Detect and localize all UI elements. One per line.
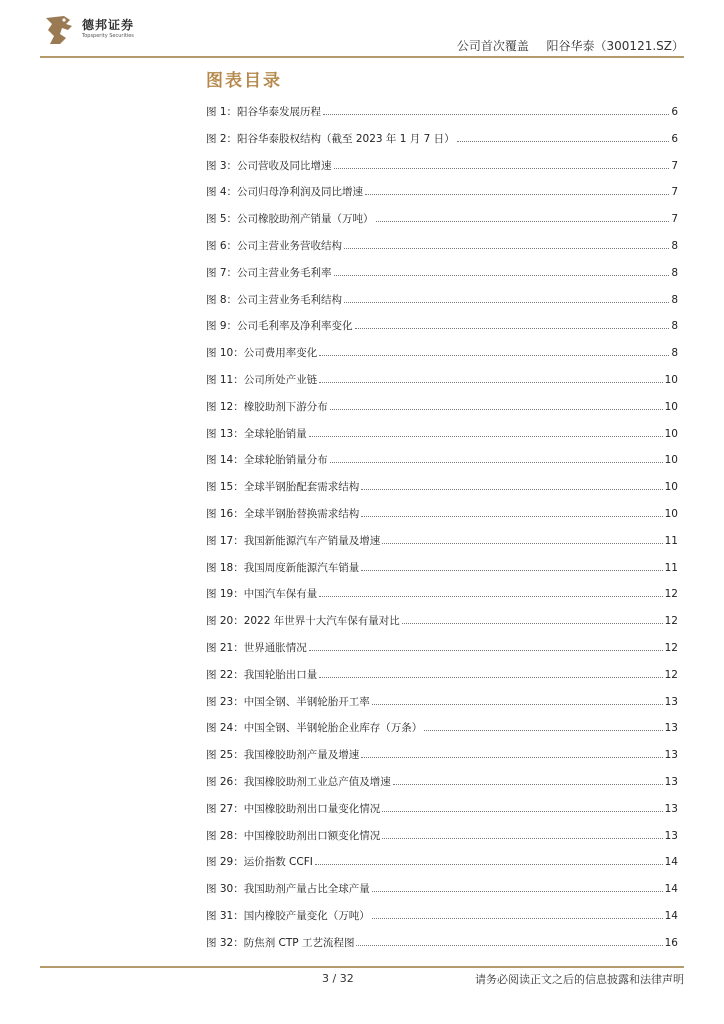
report-header xyxy=(457,37,684,54)
toc-entry-label[interactable]: 图 32：防焦剂 CTP 工艺流程图 xyxy=(206,936,355,949)
toc-entry[interactable] xyxy=(206,613,678,640)
toc-entry-label[interactable]: 图 6：公司主营业务营收结构 xyxy=(206,239,343,252)
toc-entry-page[interactable]: 11 xyxy=(664,561,678,574)
toc-leader-dots xyxy=(334,275,670,276)
toc-leader-dots xyxy=(382,838,662,839)
company-logo xyxy=(40,14,170,46)
toc-leader-dots xyxy=(361,489,662,490)
toc-leader-dots xyxy=(382,811,662,812)
toc-entry[interactable] xyxy=(206,801,678,828)
toc-entry-page[interactable]: 13 xyxy=(664,829,678,842)
toc-entry-page[interactable]: 8 xyxy=(671,266,678,279)
toc-entry[interactable] xyxy=(206,935,678,962)
toc-entry[interactable] xyxy=(206,452,678,479)
toc-entry-label[interactable]: 图 30：我国助剂产量占比全球产量 xyxy=(206,883,370,896)
toc-entry-label[interactable]: 图 17：我国新能源汽车产销量及增速 xyxy=(206,534,381,547)
report-type: 公司首次覆盖 xyxy=(456,39,529,53)
toc-entry[interactable] xyxy=(206,828,678,855)
toc-entry[interactable] xyxy=(206,640,678,667)
toc-entry-label[interactable]: 图 14：全球轮胎销量分布 xyxy=(206,454,328,467)
logo-name-cn: 德邦证券 xyxy=(82,18,135,32)
toc-entry-label[interactable]: 图 8：公司主营业务毛利结构 xyxy=(206,293,343,306)
toc-entry-label[interactable]: 图 3：公司营收及同比增速 xyxy=(206,159,332,172)
toc-entry[interactable] xyxy=(206,747,678,774)
toc-entry[interactable] xyxy=(206,318,678,345)
toc-entry[interactable] xyxy=(206,908,678,935)
toc-entry-page[interactable]: 12 xyxy=(664,641,678,654)
toc-entry[interactable] xyxy=(206,104,678,131)
toc-entry-page[interactable]: 13 xyxy=(664,775,678,788)
toc-leader-dots xyxy=(319,677,662,678)
toc-entry-label[interactable]: 图 10：公司费用率变化 xyxy=(206,347,318,360)
toc-entry-page[interactable]: 6 xyxy=(671,132,678,145)
toc-leader-dots xyxy=(402,623,663,624)
toc-entry[interactable] xyxy=(206,265,678,292)
toc-entry-label[interactable]: 图 1：阳谷华泰发展历程 xyxy=(206,106,322,118)
toc-entry[interactable] xyxy=(206,586,678,613)
toc-leader-dots xyxy=(372,918,663,919)
toc-leader-dots xyxy=(319,355,669,356)
toc-entry[interactable] xyxy=(206,158,678,185)
page-number: 3 / 32 xyxy=(322,972,354,985)
toc-entry-label[interactable]: 图 5：公司橡胶助剂产销量（万吨） xyxy=(206,213,374,226)
toc-leader-dots xyxy=(372,704,663,705)
toc-entry-label[interactable]: 图 11：公司所处产业链 xyxy=(206,373,318,386)
toc-entry-page[interactable]: 12 xyxy=(664,615,678,628)
toc-entry-label[interactable]: 图 27：中国橡胶助剂出口量变化情况 xyxy=(206,802,381,815)
toc-entry-page[interactable]: 8 xyxy=(671,293,678,306)
toc-entry-label[interactable]: 图 7：公司主营业务毛利率 xyxy=(206,266,332,279)
toc-leader-dots xyxy=(356,945,662,946)
toc-leader-dots xyxy=(355,328,670,329)
toc-leader-dots xyxy=(344,248,669,249)
toc-leader-dots xyxy=(372,891,663,892)
toc-entry-label[interactable]: 图 2：阳谷华泰股权结构（截至 2023 年 1 月 7 日） xyxy=(206,132,455,145)
toc-entry-label[interactable]: 图 23：中国全钢、半钢轮胎开工率 xyxy=(206,695,370,708)
dragon-logo-icon xyxy=(40,14,78,46)
toc-entry-page[interactable]: 12 xyxy=(664,668,678,681)
toc-entry-label[interactable]: 图 12：橡胶助剂下游分布 xyxy=(206,400,328,413)
toc-entry[interactable] xyxy=(206,560,678,587)
toc-entry[interactable] xyxy=(206,184,678,211)
toc-entry-label[interactable]: 图 9：公司毛利率及净利率变化 xyxy=(206,320,353,333)
toc-entry-label[interactable]: 图 18：我国周度新能源汽车销量 xyxy=(206,561,360,574)
toc-leader-dots xyxy=(309,436,663,437)
toc-leader-dots xyxy=(361,516,662,517)
toc-entry[interactable] xyxy=(206,479,678,506)
toc-entry[interactable] xyxy=(206,345,678,372)
toc-entry-label[interactable]: 图 16：全球半钢胎替换需求结构 xyxy=(206,507,360,520)
toc-leader-dots xyxy=(361,757,662,758)
toc-entry-page[interactable]: 8 xyxy=(671,239,678,252)
footer-divider xyxy=(40,966,684,968)
toc-title: 图表目录 xyxy=(206,71,282,91)
toc-entry-label[interactable]: 图 13：全球轮胎销量 xyxy=(206,427,307,440)
toc-leader-dots xyxy=(330,409,663,410)
toc-leader-dots xyxy=(334,168,670,169)
toc-leader-dots xyxy=(330,462,663,463)
toc-entry-page[interactable]: 10 xyxy=(664,400,678,413)
toc-entry-label[interactable]: 图 31：国内橡胶产量变化（万吨） xyxy=(206,909,370,922)
toc-entry-page[interactable]: 14 xyxy=(664,909,678,922)
toc-entry-label[interactable]: 图 25：我国橡胶助剂产量及增速 xyxy=(206,749,360,762)
toc-entry-page[interactable]: 8 xyxy=(671,320,678,333)
toc-leader-dots xyxy=(315,864,663,865)
toc-entry-page[interactable]: 14 xyxy=(664,856,678,869)
toc-leader-dots xyxy=(361,570,662,571)
toc-entry[interactable] xyxy=(206,426,678,453)
toc-entry-page[interactable]: 14 xyxy=(664,883,678,896)
toc-entry[interactable] xyxy=(206,667,678,694)
toc-leader-dots xyxy=(393,784,663,785)
toc-entry-label[interactable]: 图 20：2022 年世界十大汽车保有量对比 xyxy=(206,615,400,628)
toc-entry-label[interactable]: 图 24：中国全钢、半钢轮胎企业库存（万条） xyxy=(206,722,423,735)
toc-entry-label[interactable]: 图 28：中国橡胶助剂出口额变化情况 xyxy=(206,829,381,842)
toc-entry-page[interactable]: 13 xyxy=(664,722,678,735)
toc-entry[interactable] xyxy=(206,854,678,881)
toc-entry-page[interactable]: 7 xyxy=(671,159,678,172)
toc-list xyxy=(206,104,678,962)
toc-entry-page[interactable]: 12 xyxy=(664,588,678,601)
toc-entry-label[interactable]: 图 4：公司归母净利润及同比增速 xyxy=(206,186,364,199)
toc-leader-dots xyxy=(309,650,663,651)
toc-entry[interactable] xyxy=(206,238,678,265)
toc-entry-page[interactable]: 10 xyxy=(664,454,678,467)
company-ticker: 阳谷华泰（300121.SZ） xyxy=(546,39,684,53)
toc-entry[interactable] xyxy=(206,774,678,801)
toc-entry-page[interactable]: 7 xyxy=(671,213,678,226)
toc-entry[interactable] xyxy=(206,399,678,426)
toc-entry-page[interactable]: 11 xyxy=(664,534,678,547)
toc-leader-dots xyxy=(319,596,662,597)
toc-entry-label[interactable]: 图 22：我国轮胎出口量 xyxy=(206,668,318,681)
toc-entry-page[interactable]: 7 xyxy=(671,186,678,199)
toc-leader-dots xyxy=(323,114,669,115)
logo-name-en: Topsperity Securities xyxy=(82,33,134,39)
toc-leader-dots xyxy=(457,141,670,142)
toc-entry-page[interactable]: 10 xyxy=(664,373,678,386)
toc-leader-dots xyxy=(376,221,670,222)
toc-entry-label[interactable]: 图 29：运价指数 CCFI xyxy=(206,856,313,869)
toc-entry[interactable] xyxy=(206,211,678,238)
toc-leader-dots xyxy=(424,730,662,731)
toc-entry-page[interactable]: 10 xyxy=(664,481,678,494)
toc-entry[interactable] xyxy=(206,506,678,533)
toc-entry[interactable] xyxy=(206,881,678,908)
toc-entry-page[interactable]: 16 xyxy=(664,936,678,949)
toc-entry[interactable] xyxy=(206,694,678,721)
toc-leader-dots xyxy=(365,194,669,195)
toc-leader-dots xyxy=(344,302,669,303)
toc-entry-label[interactable]: 图 19：中国汽车保有量 xyxy=(206,588,318,601)
toc-entry[interactable] xyxy=(206,131,678,158)
toc-entry[interactable] xyxy=(206,372,678,399)
toc-entry[interactable] xyxy=(206,720,678,747)
footer-disclaimer: 请务必阅读正文之后的信息披露和法律声明 xyxy=(475,973,684,986)
toc-entry[interactable] xyxy=(206,533,678,560)
toc-entry-page[interactable]: 8 xyxy=(671,347,678,360)
toc-entry[interactable] xyxy=(206,292,678,319)
toc-entry-label[interactable]: 图 15：全球半钢胎配套需求结构 xyxy=(206,481,360,494)
toc-entry-page[interactable]: 10 xyxy=(664,427,678,440)
toc-entry-page[interactable]: 10 xyxy=(664,507,678,520)
toc-leader-dots xyxy=(382,543,662,544)
toc-entry-page[interactable]: 13 xyxy=(664,749,678,762)
toc-leader-dots xyxy=(319,382,662,383)
toc-entry-page[interactable]: 13 xyxy=(664,695,678,708)
toc-entry-page[interactable]: 13 xyxy=(664,802,678,815)
toc-entry-label[interactable]: 图 26：我国橡胶助剂工业总产值及增速 xyxy=(206,775,391,788)
header-divider xyxy=(40,56,684,58)
toc-entry-label[interactable]: 图 21：世界通胀情况 xyxy=(206,641,307,654)
toc-entry-page[interactable]: 6 xyxy=(671,106,678,118)
